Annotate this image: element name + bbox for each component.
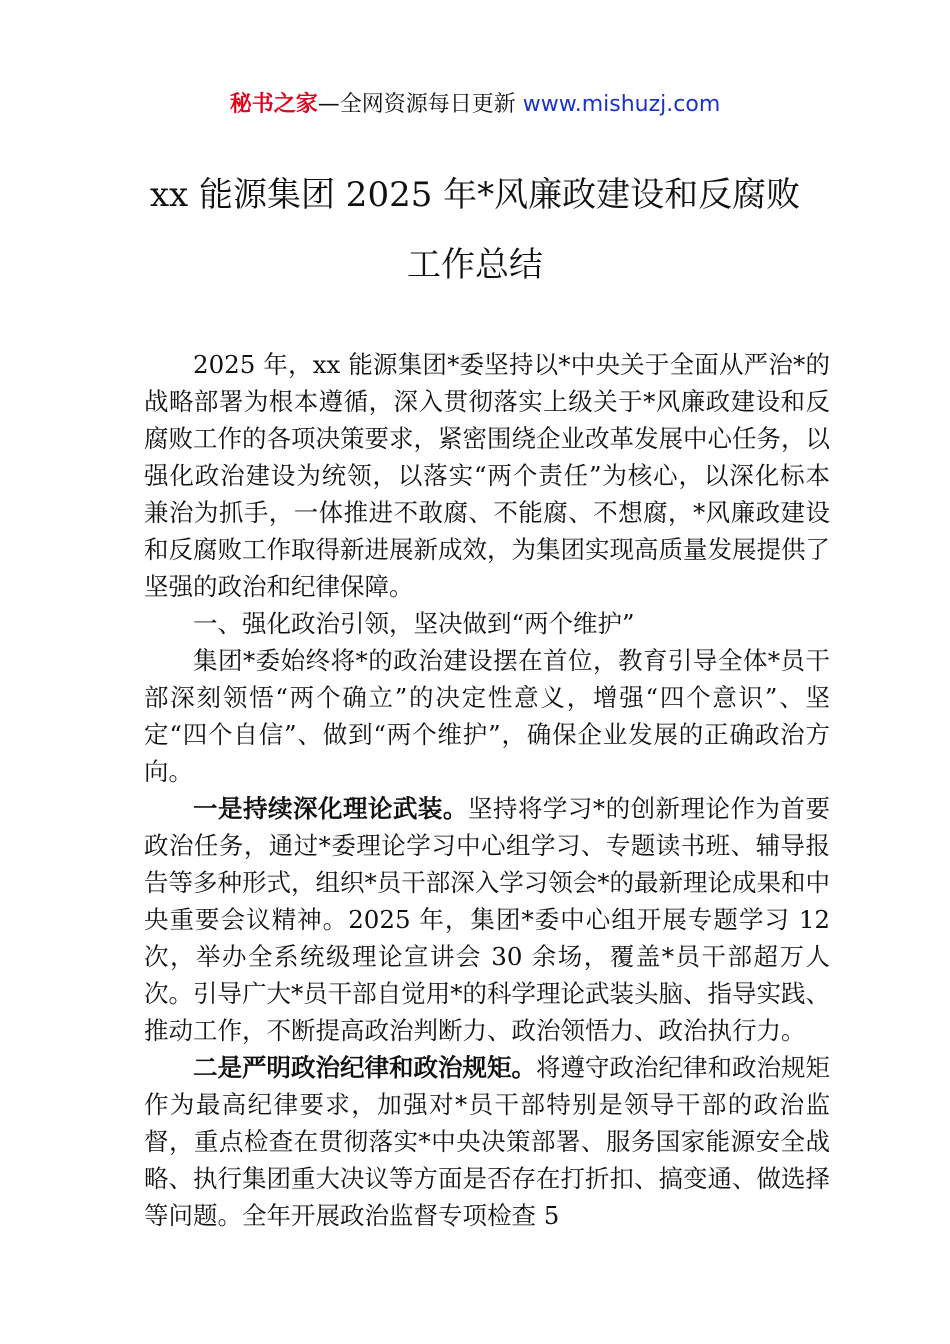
intro-paragraph: 2025 年，xx 能源集团*委坚持以*中央关于全面从严治*的战略部署为根本遵循，深入贯彻落实上级关于*风廉政建设和反腐败工作的各项决策要求，紧密围绕企业改革发展中心任务，以强化政治建设为统领，以落实“两个责任”为核心，以深化标本兼治为抓手，一体推进不敢腐、不能腐、不想腐，*风廉政建设和反腐败工作取得新进展新成效，为集团实现高质量发展提供了坚强的政治和纪律保障。 [144, 350, 830, 601]
point-2-lead: 二是严明政治纪律和政治规矩。 [193, 1053, 536, 1082]
site-header [0, 88, 950, 122]
point-1-lead: 一是持续深化理论武装。 [193, 794, 468, 823]
site-tagline: —全网资源每日更新 [317, 92, 516, 117]
point-1-paragraph [144, 790, 830, 1049]
point-2-body: 将遵守政治纪律和政治规矩作为最高纪律要求，加强对*员干部特别是领导干部的政治监督，重点检查在贯彻落实*中央决策部署、服务国家能源安全战略、执行集团重大决议等方面是否存在打折扣、搞变通、做选择等问题。全年开展政治监督专项检查 5 [144, 1053, 830, 1230]
title-line-2: 工作总结 [407, 245, 543, 285]
document-title [60, 160, 890, 300]
point-1-body: 坚持将学习*的创新理论作为首要政治任务，通过*委理论学习中心组学习、专题读书班、辅导报告等多种形式，组织*员干部深入学习领会*的最新理论成果和中央重要会议精神。2025 年，集团*委中心组开展专题学习 12 次，举办全系统级理论宣讲会 30 余场，覆盖*员干部超万人次。引导广大*员干部自觉用*的科学理论武装头脑、指导实践、推动工作，不断提高政治判断力、政治领悟力、政治执行力。 [144, 794, 830, 1045]
section-heading-1: 一、强化政治引领，坚决做到“两个维护” [193, 609, 635, 638]
site-url-link[interactable]: www.mishuzj.com [522, 92, 721, 117]
section-1-intro-paragraph: 集团*委始终将*的政治建设摆在首位，教育引导全体*员干部深刻领悟“两个确立”的决定性意义，增强“四个意识”、坚定“四个自信”、做到“两个维护”，确保企业发展的正确政治方向。 [144, 646, 830, 786]
title-line-1: xx 能源集团 2025 年*风廉政建设和反腐败 [149, 175, 801, 215]
site-brand: 秘书之家 [229, 92, 318, 117]
document-body [144, 346, 830, 1234]
point-2-paragraph [144, 1049, 830, 1234]
